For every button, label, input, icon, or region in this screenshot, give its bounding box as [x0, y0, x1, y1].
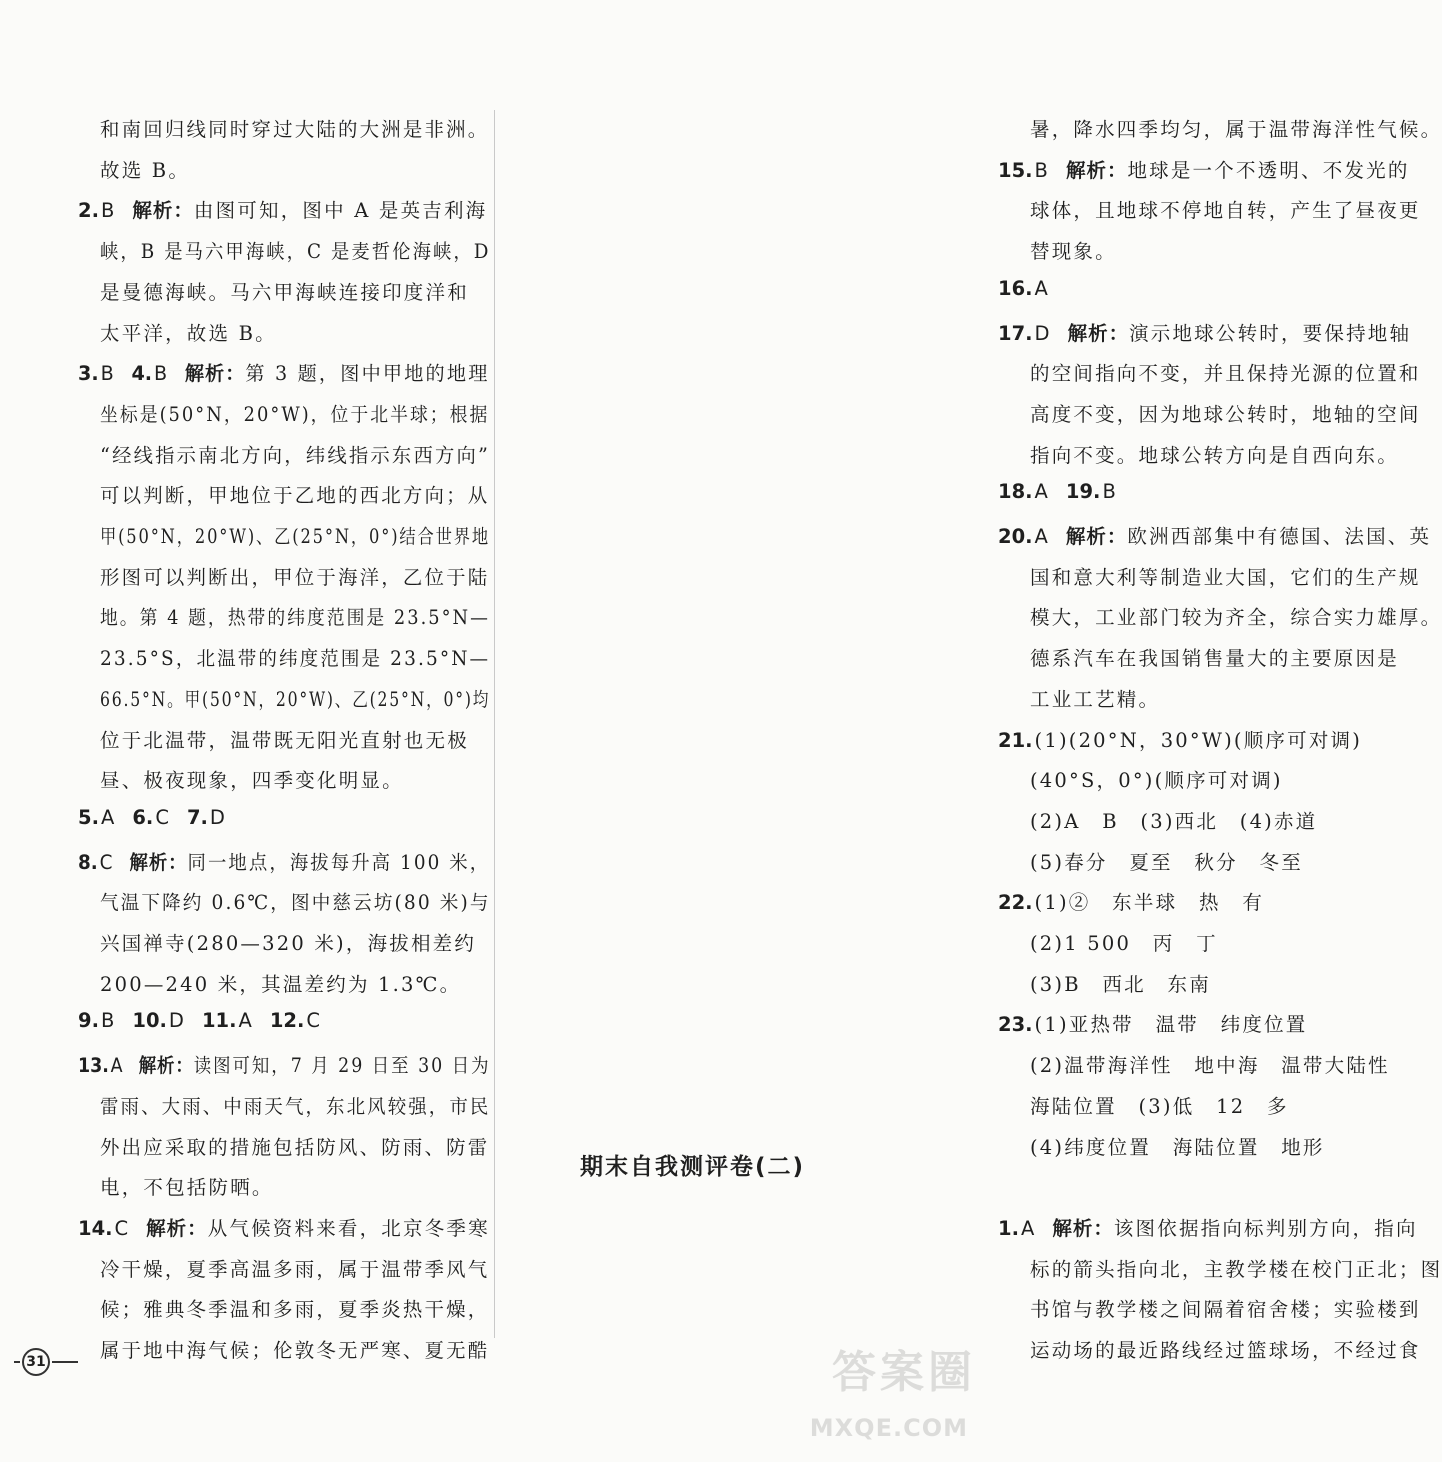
- text-line: [998, 521, 1431, 549]
- text-line: [1030, 602, 1442, 630]
- text-line: [1030, 969, 1211, 997]
- answer-letter: D: [209, 805, 225, 829]
- answer-letter: A: [1034, 525, 1048, 548]
- question-number: 4.: [131, 362, 153, 386]
- line-text: (1)(20°N，30°W)(顺序可对调): [1034, 728, 1363, 752]
- question-number: 7.: [186, 805, 208, 829]
- text-line: [78, 847, 490, 875]
- analysis-label: 解析：: [1067, 321, 1130, 345]
- answer-letter: A: [238, 1009, 252, 1033]
- line-text: 昼、极夜现象，四季变化明显。: [100, 769, 404, 793]
- text-line: [1030, 643, 1399, 671]
- watermark-title: 答案圈: [832, 1347, 976, 1398]
- text-line: [100, 725, 469, 753]
- line-text: 运动场的最近路线经过篮球场，不经过食: [1030, 1339, 1421, 1362]
- analysis-label: 解析：: [1065, 158, 1128, 182]
- text-line: [100, 155, 190, 183]
- text-line: [100, 1091, 490, 1119]
- text-line: [100, 1335, 489, 1363]
- question-number: 15.: [998, 158, 1033, 182]
- text-line: [1030, 399, 1421, 427]
- line-text: 的空间指向不变，并且保持光源的位置和: [1030, 362, 1421, 386]
- question-number: 19.: [1065, 480, 1101, 504]
- line-text: 书馆与教学楼之间隔着宿舍楼；实验楼到: [1030, 1298, 1421, 1322]
- question-number: 11.: [201, 1009, 237, 1033]
- answer-letter: D: [168, 1009, 184, 1033]
- line-text: 冷干燥，夏季高温多雨，属于温带季风气: [100, 1257, 490, 1281]
- text-line: [100, 1254, 489, 1282]
- answer-letter: B: [154, 362, 168, 386]
- text-line: [1030, 358, 1421, 386]
- line-text: 工业工艺精。: [1030, 687, 1161, 711]
- analysis-label: 解析：: [1065, 525, 1128, 548]
- text-line: [998, 318, 1411, 346]
- answer-letter: C: [306, 1009, 320, 1033]
- text-line: [78, 358, 490, 386]
- line-text: 雷雨、大雨、中雨天气，东北风较强，市民: [100, 1094, 491, 1118]
- text-line: [100, 318, 277, 346]
- line-text: 指向不变。地球公转方向是自西向东。: [1030, 443, 1399, 467]
- line-text: 第 3 题，图中甲地的地理: [245, 362, 490, 386]
- text-line: [100, 928, 476, 956]
- text-line: [78, 1050, 491, 1078]
- text-line: [100, 399, 489, 427]
- text-line: [100, 765, 404, 793]
- line-text: 演示地球公转时，要保持地轴: [1129, 321, 1412, 345]
- line-text: 太平洋，故选 B。: [100, 321, 277, 345]
- text-line: [998, 480, 1134, 503]
- text-line: [1030, 236, 1117, 264]
- text-line: [100, 684, 490, 712]
- text-line: [1030, 1335, 1421, 1363]
- text-line: [998, 155, 1410, 183]
- question-number: 16.: [998, 276, 1033, 300]
- text-line: [100, 114, 489, 142]
- answer-letter: C: [114, 1216, 129, 1240]
- question-number: 17.: [998, 321, 1033, 345]
- line-text: 标的箭头指向北，主教学楼在校门正北；图: [1030, 1257, 1442, 1281]
- line-text: (1)亚热带 温带 纬度位置: [1034, 1013, 1308, 1037]
- line-text: 海陆位置 (3)低 12 多: [1030, 1094, 1289, 1118]
- question-number: 22.: [998, 891, 1033, 915]
- line-text: (5)春分 夏至 秋分 冬至: [1030, 850, 1303, 874]
- page-number: 31: [22, 1348, 50, 1376]
- text-line: [1030, 114, 1442, 142]
- answer-letter: A: [1034, 276, 1048, 300]
- line-text: 由图可知，图中 A 是英吉利海: [193, 199, 488, 223]
- answer-letter: C: [99, 850, 113, 874]
- text-line: [100, 887, 491, 915]
- line-text: 位于北温带，温带既无阳光直射也无极: [100, 728, 469, 752]
- answer-letter: B: [100, 199, 115, 223]
- line-text: (40°S，0°)(顺序可对调): [1030, 769, 1283, 793]
- text-line: [100, 521, 490, 549]
- question-number: 3.: [78, 362, 99, 386]
- answer-letter: A: [100, 805, 115, 829]
- text-line: [1030, 195, 1421, 223]
- text-line: [1030, 806, 1317, 834]
- question-number: 1.: [998, 1216, 1019, 1240]
- text-line: [1030, 847, 1303, 875]
- analysis-label: 解析：: [132, 199, 194, 223]
- line-text: 该图依据指向标判别方向，指向: [1113, 1216, 1418, 1240]
- analysis-label: 解析：: [1052, 1216, 1114, 1240]
- line-text: 是曼德海峡。马六甲海峡连接印度洋和: [100, 280, 469, 304]
- text-line: [78, 1213, 490, 1241]
- line-text: 电，不包括防晒。: [100, 1176, 274, 1200]
- text-line: [78, 1009, 338, 1032]
- line-text: (1)② 东半球 热 有: [1034, 891, 1265, 915]
- text-line: [100, 480, 489, 508]
- text-line: [1030, 1294, 1421, 1322]
- line-text: 和南回归线同时穿过大陆的大洲是非洲。: [100, 118, 490, 141]
- line-text: 同一地点，海拔每升高 100 米，: [187, 850, 491, 874]
- line-text: 从气候资料来看，北京冬季寒: [207, 1216, 490, 1240]
- line-text: 66.5°N。甲(50°N，20°W)、乙(25°N，0°)均: [100, 687, 491, 711]
- line-text: 兴国禅寺(280—320 米)，海拔相差约: [100, 932, 477, 955]
- line-text: 德系汽车在我国销售量大的主要原因是: [1030, 647, 1399, 671]
- line-text: 候；雅典冬季温和多雨，夏季炎热干燥，: [100, 1298, 490, 1322]
- question-number: 5.: [78, 805, 99, 829]
- question-number: 9.: [78, 1009, 99, 1033]
- line-text: 形图可以判断出，甲位于海洋，乙位于陆: [100, 565, 490, 589]
- text-line: [998, 887, 1264, 915]
- text-line: [998, 277, 1066, 300]
- analysis-label: 解析：: [129, 850, 188, 874]
- line-text: 国和意大利等制造业大国，它们的生产规: [1030, 565, 1421, 589]
- line-text: 球体，且地球不停地自转，产生了昼夜更: [1030, 199, 1421, 223]
- answer-letter: B: [100, 362, 114, 386]
- text-line: [100, 1172, 274, 1200]
- text-line: [1030, 928, 1218, 956]
- line-text: (2)1 500 丙 丁: [1030, 932, 1218, 955]
- line-text: “经线指示南北方向，纬线指示东西方向”: [100, 443, 491, 467]
- text-line: [100, 277, 469, 305]
- line-text: 属于地中海气候；伦敦冬无严寒、夏无酷: [100, 1339, 490, 1362]
- watermark-site: MXQE.COM: [809, 1414, 968, 1442]
- line-text: (4)纬度位置 海陆位置 地形: [1030, 1135, 1325, 1159]
- line-text: 高度不变，因为地球公转时，地轴的空间: [1030, 402, 1421, 426]
- line-text: 替现象。: [1030, 240, 1117, 264]
- question-number: 23.: [998, 1013, 1033, 1037]
- text-line: [998, 725, 1362, 753]
- question-number: 14.: [78, 1216, 113, 1240]
- line-text: 模大，工业部门较为齐全，综合实力雄厚。: [1030, 606, 1442, 630]
- line-text: 暑，降水四季均匀，属于温带海洋性气候。: [1030, 118, 1442, 141]
- section-heading: 期末自我测评卷(二): [580, 1154, 806, 1180]
- line-text: (3)B 西北 东南: [1030, 972, 1211, 996]
- line-text: (2)温带海洋性 地中海 温带大陆性: [1030, 1054, 1390, 1078]
- answer-letter: C: [155, 805, 169, 829]
- answer-letter: B: [1102, 480, 1116, 504]
- line-text: 地球是一个不透明、不发光的: [1127, 158, 1410, 182]
- text-line: [78, 195, 487, 223]
- line-text: 故选 B。: [100, 158, 191, 182]
- answer-letter: D: [1034, 321, 1050, 345]
- answer-letter: A: [1034, 480, 1048, 504]
- line-text: 地。第 4 题，热带的纬度范围是 23.5°N—: [100, 606, 490, 630]
- question-number: 20.: [998, 525, 1033, 548]
- text-line: [1030, 765, 1283, 793]
- analysis-label: 解析：: [146, 1216, 208, 1240]
- text-line: [1030, 440, 1399, 468]
- question-number: 13.: [78, 1054, 109, 1078]
- watermark-logo: [796, 1336, 976, 1446]
- answer-letter: B: [100, 1009, 115, 1033]
- question-number: 12.: [269, 1009, 305, 1033]
- question-number: 10.: [132, 1009, 167, 1033]
- line-text: (2)A B (3)西北 (4)赤道: [1030, 809, 1318, 833]
- text-line: [1030, 1050, 1390, 1078]
- text-line: [1030, 1254, 1442, 1282]
- text-line: [100, 440, 490, 468]
- answer-letter: A: [110, 1054, 123, 1078]
- line-text: 外出应采取的措施包括防风、防雨、防雷: [100, 1135, 490, 1159]
- text-line: [1030, 1132, 1325, 1160]
- analysis-label: 解析：: [184, 362, 246, 386]
- line-text: 甲(50°N，20°W)、乙(25°N，0°)结合世界地: [100, 525, 490, 548]
- line-text: 欧洲西部集中有德国、法国、英: [1127, 525, 1432, 548]
- line-text: 读图可知，7 月 29 日至 30 日为: [193, 1054, 491, 1078]
- answer-letter: A: [1020, 1216, 1035, 1240]
- analysis-label: 解析：: [138, 1054, 194, 1078]
- line-text: 23.5°S，北温带的纬度范围是 23.5°N—: [100, 647, 491, 671]
- text-line: [998, 1009, 1307, 1037]
- text-line: [100, 562, 489, 590]
- line-text: 坐标是(50°N，20°W)，位于北半球；根据: [100, 402, 490, 426]
- answer-letter: B: [1034, 158, 1048, 182]
- text-line: [100, 643, 490, 671]
- text-line: [78, 806, 243, 829]
- text-line: [998, 1213, 1418, 1241]
- text-line: [100, 969, 461, 997]
- text-line: [1030, 1091, 1289, 1119]
- question-number: 2.: [78, 199, 99, 223]
- page-number-badge: [14, 1348, 78, 1376]
- text-line: [1030, 562, 1421, 590]
- line-text: 200—240 米，其温差约为 1.3℃。: [100, 972, 462, 996]
- line-text: 气温下降约 0.6℃，图中慈云坊(80 米)与: [100, 891, 491, 915]
- column-divider: [494, 110, 495, 1338]
- text-line: [1030, 684, 1160, 712]
- question-number: 21.: [998, 728, 1033, 752]
- line-text: 可以判断，甲地位于乙地的西北方向；从: [100, 484, 490, 508]
- text-line: [100, 236, 491, 264]
- question-number: 6.: [132, 805, 154, 829]
- text-line: [100, 602, 490, 630]
- question-number: 18.: [998, 480, 1033, 504]
- line-text: 峡，B 是马六甲海峡，C 是麦哲伦海峡，D: [100, 240, 491, 264]
- text-line: [100, 1294, 489, 1322]
- question-number: 8.: [78, 850, 98, 874]
- text-line: [100, 1132, 489, 1160]
